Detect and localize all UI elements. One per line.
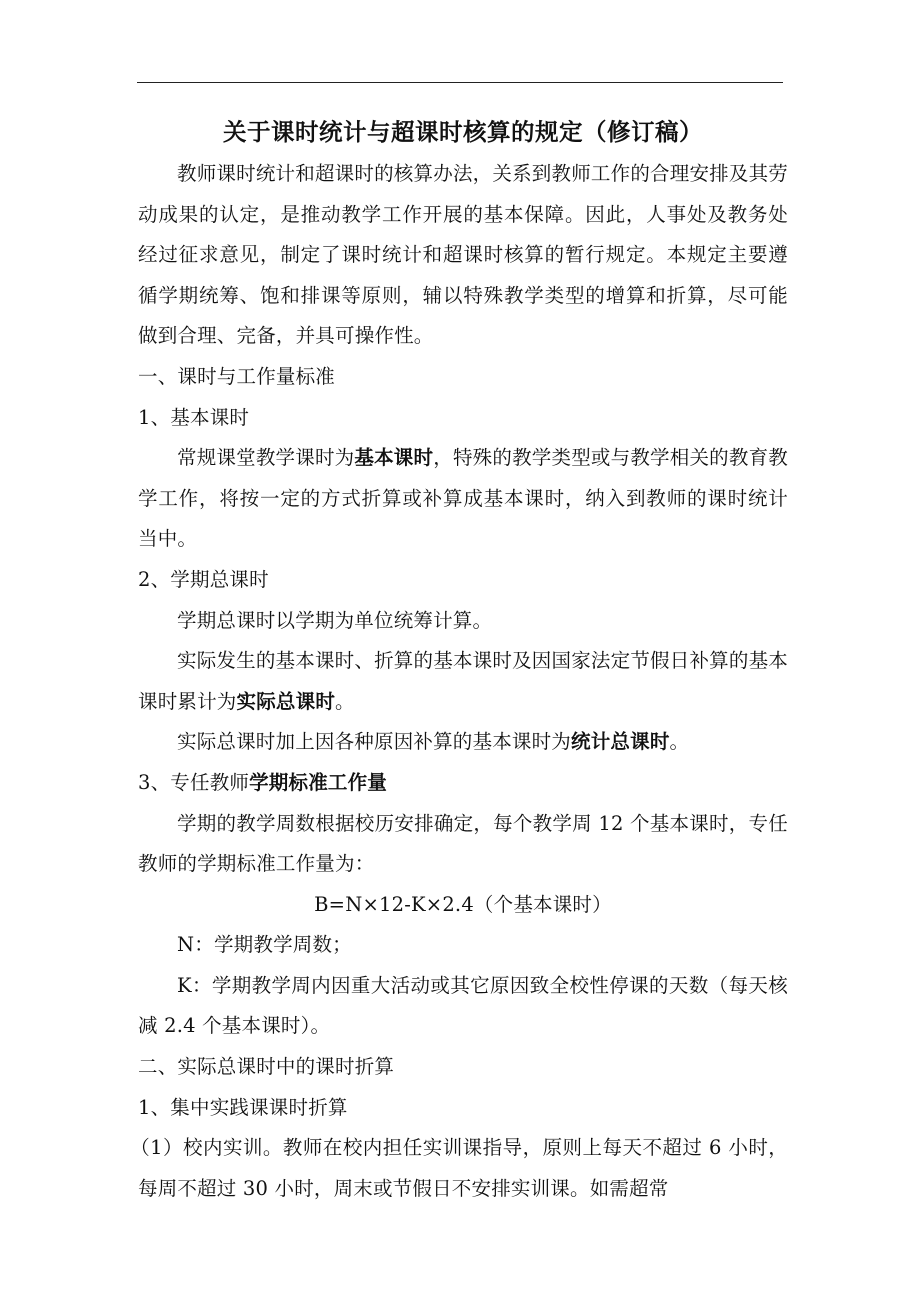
workload-formula: B=N×12-K×2.4（个基本课时） <box>314 892 612 916</box>
item-2-1-heading: 1、集中实践课课时折算 <box>138 1095 348 1119</box>
text-run: 实际总课时加上因各种原因补算的基本课时为 <box>177 730 572 754</box>
item-1-2-paragraph-3 <box>138 722 788 763</box>
section-2-heading: 二、实际总课时中的课时折算 <box>138 1055 395 1079</box>
text-run: 。 <box>335 689 355 713</box>
item-1-2-paragraph-1: 学期总课时以学期为单位统筹计算。 <box>177 608 493 632</box>
item-1-3-paragraph: 学期的教学周数根据校历安排确定，每个教学周 12 个基本课时，专任教师的学期标准工作量为： <box>138 811 788 876</box>
header-rule <box>137 82 783 83</box>
item-2-1-paragraph: （1）校内实训。教师在校内担任实训课指导，原则上每天不超过 6 小时，每周不超过 30 小时，周末或节假日不安排实训课。如需超常 <box>130 1136 788 1200</box>
item-1-3-heading <box>138 763 788 804</box>
bold-term: 统计总课时 <box>571 730 670 754</box>
text-run: 实际发生的基本课时、折算的基本课时及因国家法定节假日补算的基本课时累计为 <box>138 649 788 713</box>
text-run: ，特殊的教学类型或与教学相关的教育教学工作，将按一定的方式折算或补算成基本课时，纳入到教师的课时统计当中。 <box>138 446 788 551</box>
item-1-1-heading: 1、基本课时 <box>138 405 250 429</box>
bold-term: 学期标准工作量 <box>249 770 388 794</box>
document-title: 关于课时统计与超课时核算的规定（修订稿） <box>223 118 703 146</box>
k-definition: K：学期教学周内因重大活动或其它原因致全校性停课的天数（每天核减 2.4 个基本课时）。 <box>138 973 788 1038</box>
text-run: 3、专任教师 <box>138 770 250 794</box>
item-1-2-heading: 2、学期总课时 <box>138 567 269 591</box>
bold-term: 基本课时 <box>354 446 434 470</box>
text-run: 。 <box>669 730 690 754</box>
item-1-1-paragraph <box>138 438 788 560</box>
n-definition: N：学期教学周数； <box>177 933 352 957</box>
text-run: 常规课堂教学课时为 <box>177 446 355 470</box>
intro-paragraph: 教师课时统计和超课时的核算办法，关系到教师工作的合理安排及其劳动成果的认定，是推动教学工作开展的基本保障。因此，人事处及教务处经过征求意见，制定了课时统计和超课时核算的暂行规定。本规定主要遵循学期统筹、饱和排课等原则，辅以特殊教学类型的增算和折算，尽可能做到合理、完备，并具可操作性。 <box>138 162 788 348</box>
item-1-2-paragraph-2 <box>138 641 788 722</box>
document-body <box>130 110 788 1209</box>
bold-term: 实际总课时 <box>236 689 336 713</box>
section-1-heading: 一、课时与工作量标准 <box>138 364 336 388</box>
